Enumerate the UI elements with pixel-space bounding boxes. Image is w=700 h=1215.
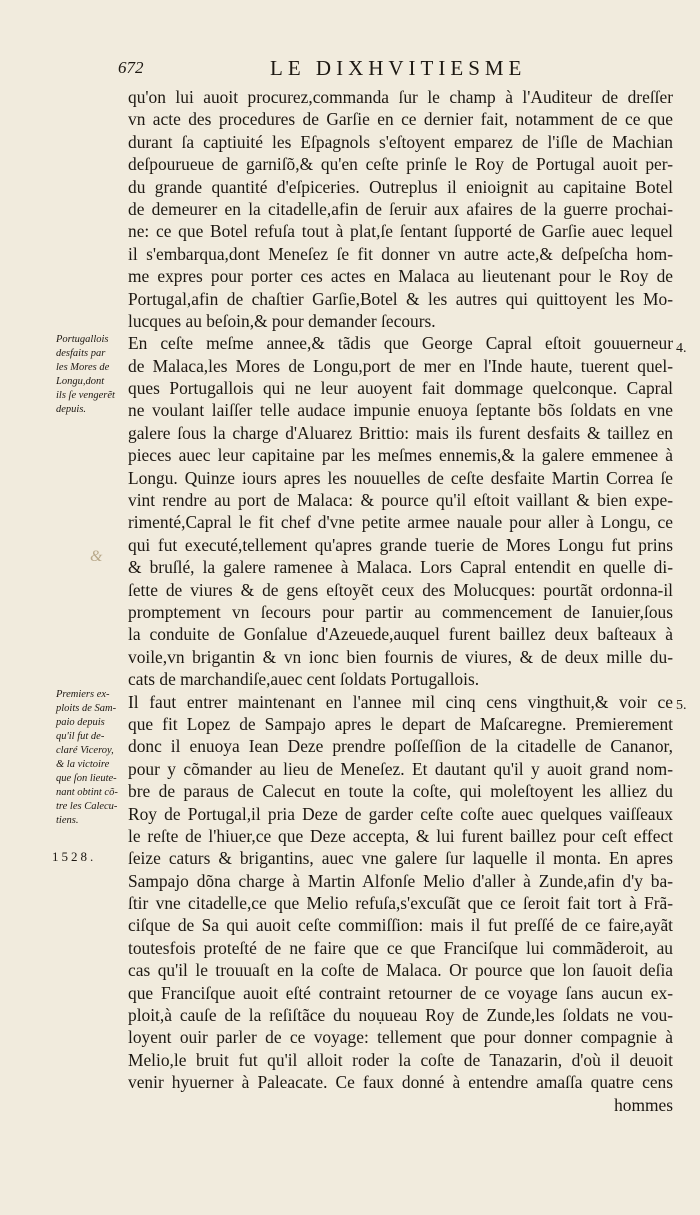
marginal-line: Portugallois	[56, 334, 109, 345]
section-number: 5.	[676, 698, 687, 713]
text-line: durant ſa captiuité les Eſpagnols s'eſtoyent emparez de l'iſle de Machian	[128, 131, 673, 152]
text-line: cats de marchandiſe,auec cent ſoldats Portugallois.	[128, 669, 480, 690]
marginal-line: paio depuis	[56, 717, 105, 728]
text-line: que fit Lopez de Sampajo apres le depart de Maſcaregne. Premierement	[128, 713, 673, 734]
text-line: voile,vn brigantin & vn ionc bien fournis de viures, & de deux mille du-	[128, 646, 673, 667]
marginal-line: nant obtint cõ-	[56, 787, 118, 798]
running-title: LE DIXHVITIESME	[270, 56, 527, 80]
text-line: Il faut entrer maintenant en l'annee mil cinq cens vingthuit,& voir ce	[128, 691, 673, 712]
text-line: ciſque de Sa qui auoit ceſte commiſſion: mais il fut preſſé de ce faire,ayãt	[128, 915, 673, 936]
text-line: promptement vn ſecours pour partir au commencement de Ianuier,ſous	[128, 601, 673, 622]
text-line: venir hyuerner à Paleacate. Ce faux donné à entendre amaſſa quatre cens	[128, 1072, 673, 1093]
text-line: deſpourueue de garniſõ,& qu'en ceſte prinſe le Roy de Portugal auoit per-	[128, 154, 673, 175]
text-line: de demeurer en la citadelle,afin de ſeruir aux afaires de la guerre prochai-	[128, 198, 673, 219]
text-line: loyent ouir parler de ce voyage: tellement que pour donner compagnie à	[128, 1027, 673, 1048]
marginal-line: les Mores de	[56, 362, 110, 373]
text-line: galere ſous la charge d'Aluarez Brittio: mais ils furent desfaits & taillez en	[128, 422, 673, 443]
marginal-line: Premiers ex-	[56, 689, 110, 700]
text-line: pour y cõmander au lieu de Meneſez. Et dautant qu'il y auoit grand nom-	[128, 758, 673, 779]
marginal-line: ils ſe vengerẽt	[56, 390, 115, 401]
marginal-line: desfaits par	[56, 348, 106, 359]
text-line: rimenté,Capral le fit chef d'vne petite armee nauale pour aller à Longu, ce	[128, 512, 673, 533]
text-line: Sampajo dõna charge à Martin Alfonſe Melio d'aller à Zunde,afin d'y ba-	[128, 870, 673, 891]
ornament-ampersand: &	[90, 548, 103, 565]
text-line: du grande quantité d'eſpiceries. Outreplus il enioignit au capitaine Botel	[128, 176, 673, 197]
running-head	[0, 58, 700, 82]
marginal-line: depuis.	[56, 404, 87, 415]
catchword: hommes	[614, 1094, 673, 1115]
marginal-year: 1528.	[52, 849, 97, 864]
text-line: me expres pour porter ces actes en Malaca au lieutenant pour le Roy de	[128, 266, 673, 287]
text-line: pieces auec leur capitaine par les meſmes ennemis,& la galere emmenee à	[128, 445, 673, 466]
text-line: ques Portugallois qui ne leur auoyent fait dommage quelconque. Capral	[128, 378, 673, 399]
text-line: ſette de viures & de gens eſtoyẽt ceux des Molucques: pourtãt ordonna-il	[128, 579, 673, 600]
marginal-line: ploits de Sam-	[56, 703, 117, 714]
text-line: la conduite de Gonſalue d'Azeuede,auquel furent baillez deux baſteaux à	[128, 624, 673, 645]
marginal-line: & la victoire	[56, 759, 110, 770]
text-line: Melio,le bruit fut qu'il alloit roder la coſte de Tanazarin, d'où il deuoit	[128, 1049, 673, 1070]
marginal-note-portugallois	[56, 333, 126, 417]
text-line: ne voulant laiſſer telle audace impunie enuoya ſeptante bõs ſoldats en vne	[128, 400, 673, 421]
text-line: lucques au beſoin,& pour demander ſecours.	[128, 310, 436, 331]
text-line: Portugal,afin de chaſtier Garſie,Botel & les autres qui quittoyent les Mo-	[128, 288, 673, 309]
text-line: ſtir vne citadelle,ce que Melio refuſa,s'excuſãt que ce ſeroit fait tort à Frã-	[128, 893, 673, 914]
marginal-line: que ſon lieute-	[56, 773, 117, 784]
text-line: cas qu'il le trouuaſt en la coſte de Malaca. Or pource que lon ſauoit deſia	[128, 960, 673, 981]
text-line: Longu. Quinze iours apres les nouuelles de ceſte desfaite Martin Correa ſe	[128, 467, 673, 488]
page-number: 672	[118, 58, 144, 77]
marginal-line: tiens.	[56, 815, 79, 826]
text-line: bre de paraus de Calecut en toute la coſte, qui moleſtoyent les alliez du	[128, 781, 673, 802]
text-line: toutesfois proteſté de ne faire que ce que Franciſque lui commãderoit, au	[128, 937, 673, 958]
text-line: donc il enuoya Iean Deze prendre poſſeſſion de la citadelle de Cananor,	[128, 736, 673, 757]
text-line: vn acte des procedures de Garſie en ce dernier fait, notamment de ce que	[128, 109, 673, 130]
body-text	[128, 86, 673, 1116]
text-line: ſeize caturs & brigantins, auec vne galere ſur laquelle il monta. En apres	[128, 848, 673, 869]
marginal-line: tre les Calecu-	[56, 801, 118, 812]
marginal-line: claré Viceroy,	[56, 745, 114, 756]
text-line: le reſte de l'hiuer,ce que Deze accepta, & lui furent baillez pour ceſt effect	[128, 825, 673, 846]
text-line: de Malaca,les Mores de Longu,port de mer en l'Inde haute, tuerent quel-	[128, 355, 673, 376]
text-line: Roy de Portugal,il pria Deze de garder ceſte coſte auec quelques vaiſſeaux	[128, 803, 673, 824]
text-line: ne: ce que Botel refuſa tout à plat,ſe ſentant ſupporté de Garſie auec lequel	[128, 221, 673, 242]
text-line: & bruſlé, la galere ramenee à Malaca. Lors Capral entendit en quelle di-	[128, 557, 673, 578]
section-number: 4.	[676, 341, 687, 356]
text-line: qu'on lui auoit procurez,commanda ſur le champ à l'Auditeur de dreſſer	[128, 87, 673, 107]
marginal-line: Longu,dont	[56, 376, 105, 387]
text-line: qui fut executé,tellement qu'apres grande tuerie de Mores Longu fut prins	[128, 534, 673, 555]
text-line: En ceſte meſme annee,& tãdis que George Capral eſtoit gouuerneur	[128, 333, 673, 354]
marginal-line: qu'il fut de-	[56, 731, 105, 742]
text-line: ploit,à cauſe de la reſiſtãce du noụueau Roy de Zunde,les ſoldats ne vou-	[128, 1005, 673, 1026]
marginal-note-premiers-exploits	[56, 688, 126, 828]
text-line: il s'embarqua,dont Meneſez ſe fit donner vn autre acte,& deſpeſcha hom-	[128, 243, 673, 264]
text-line: vint rendre au port de Malaca: & pource qu'il eſtoit vaillant & bien expe-	[128, 490, 673, 511]
text-line: que Franciſque auoit eſté contraint retourner de ce voyage ſans aucun ex-	[128, 982, 673, 1003]
